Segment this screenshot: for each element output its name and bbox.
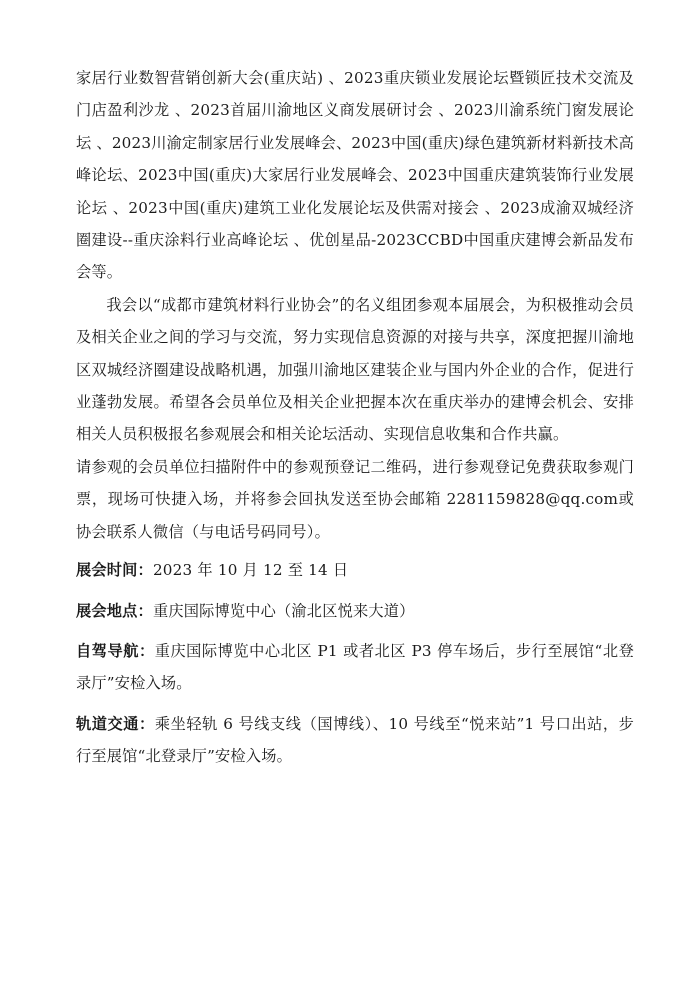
association-intro-paragraph: 我会以“成都市建筑材料行业协会”的名义组团参观本届展会，为积极推动会员及相关企业之间的学习与交流，努力实现信息资源的对接与共享，深度把握川渝地区双城经济圈建设战略机遇，加强川渝地区建装企业与国内外企业的合作，促进行业蓬勃发展。希望各会员单位及相关企业把握本次在重庆举办的建博会机会、安排相关人员积极报名参观展会和相关论坛活动、实现信息收集和合作共赢。 [76,295,634,444]
driving-navigation-label: 自驾导航： [76,641,155,660]
exhibition-time-value: 2023 年 10 月 12 至 14 日 [152,561,349,580]
exhibition-venue-value: 重庆国际博览中心（渝北区悦来大道） [152,601,415,620]
exhibition-time-label: 展会时间： [76,561,153,580]
rail-transit-value: 乘坐轻轨 6 号线支线（国博线）、10 号线至“悦来站”1 号口出站，步行至展馆“北登录厅”安检入场。 [76,714,635,766]
exhibition-venue-line [76,595,634,627]
rail-transit-line [76,708,634,773]
exhibition-venue-label: 展会地点： [76,601,153,620]
driving-navigation-value: 重庆国际博览中心北区 P1 或者北区 P3 停车场后，步行至展馆“北登录厅”安检入场。 [76,641,634,693]
rail-transit-label: 轨道交通： [76,714,155,733]
exhibition-time-line [76,554,634,586]
forums-list-paragraph: 家居行业数智营销创新大会(重庆站) 、2023重庆锁业发展论坛暨锁匠技术交流及门店盈利沙龙 、2023首届川渝地区义商发展研讨会 、2023川渝系统门窗发展论坛 、2023川渝定制家居行业发展峰会、2023中国(重庆)绿色建筑新材料新技术高峰论坛、2023中国(重庆)大家居行业发展峰会、2023中国重庆建筑装饰行业发展论坛 、2023中国(重庆)建筑工业化发展论坛及供需对接会 、2023成渝双城经济圈建设--重庆涂料行业高峰论坛 、优创星品-2023CCBD中国重庆建博会新品发布会等。 [76,69,634,282]
registration-note-paragraph: 请参观的会员单位扫描附件中的参观预登记二维码，进行参观登记免费获取参观门票，现场可快捷入场，并将参会回执发送至协会邮箱 2281159828@qq.com或协会联系人微信（与电话号码同号）。 [76,457,634,541]
driving-navigation-line [76,635,634,700]
